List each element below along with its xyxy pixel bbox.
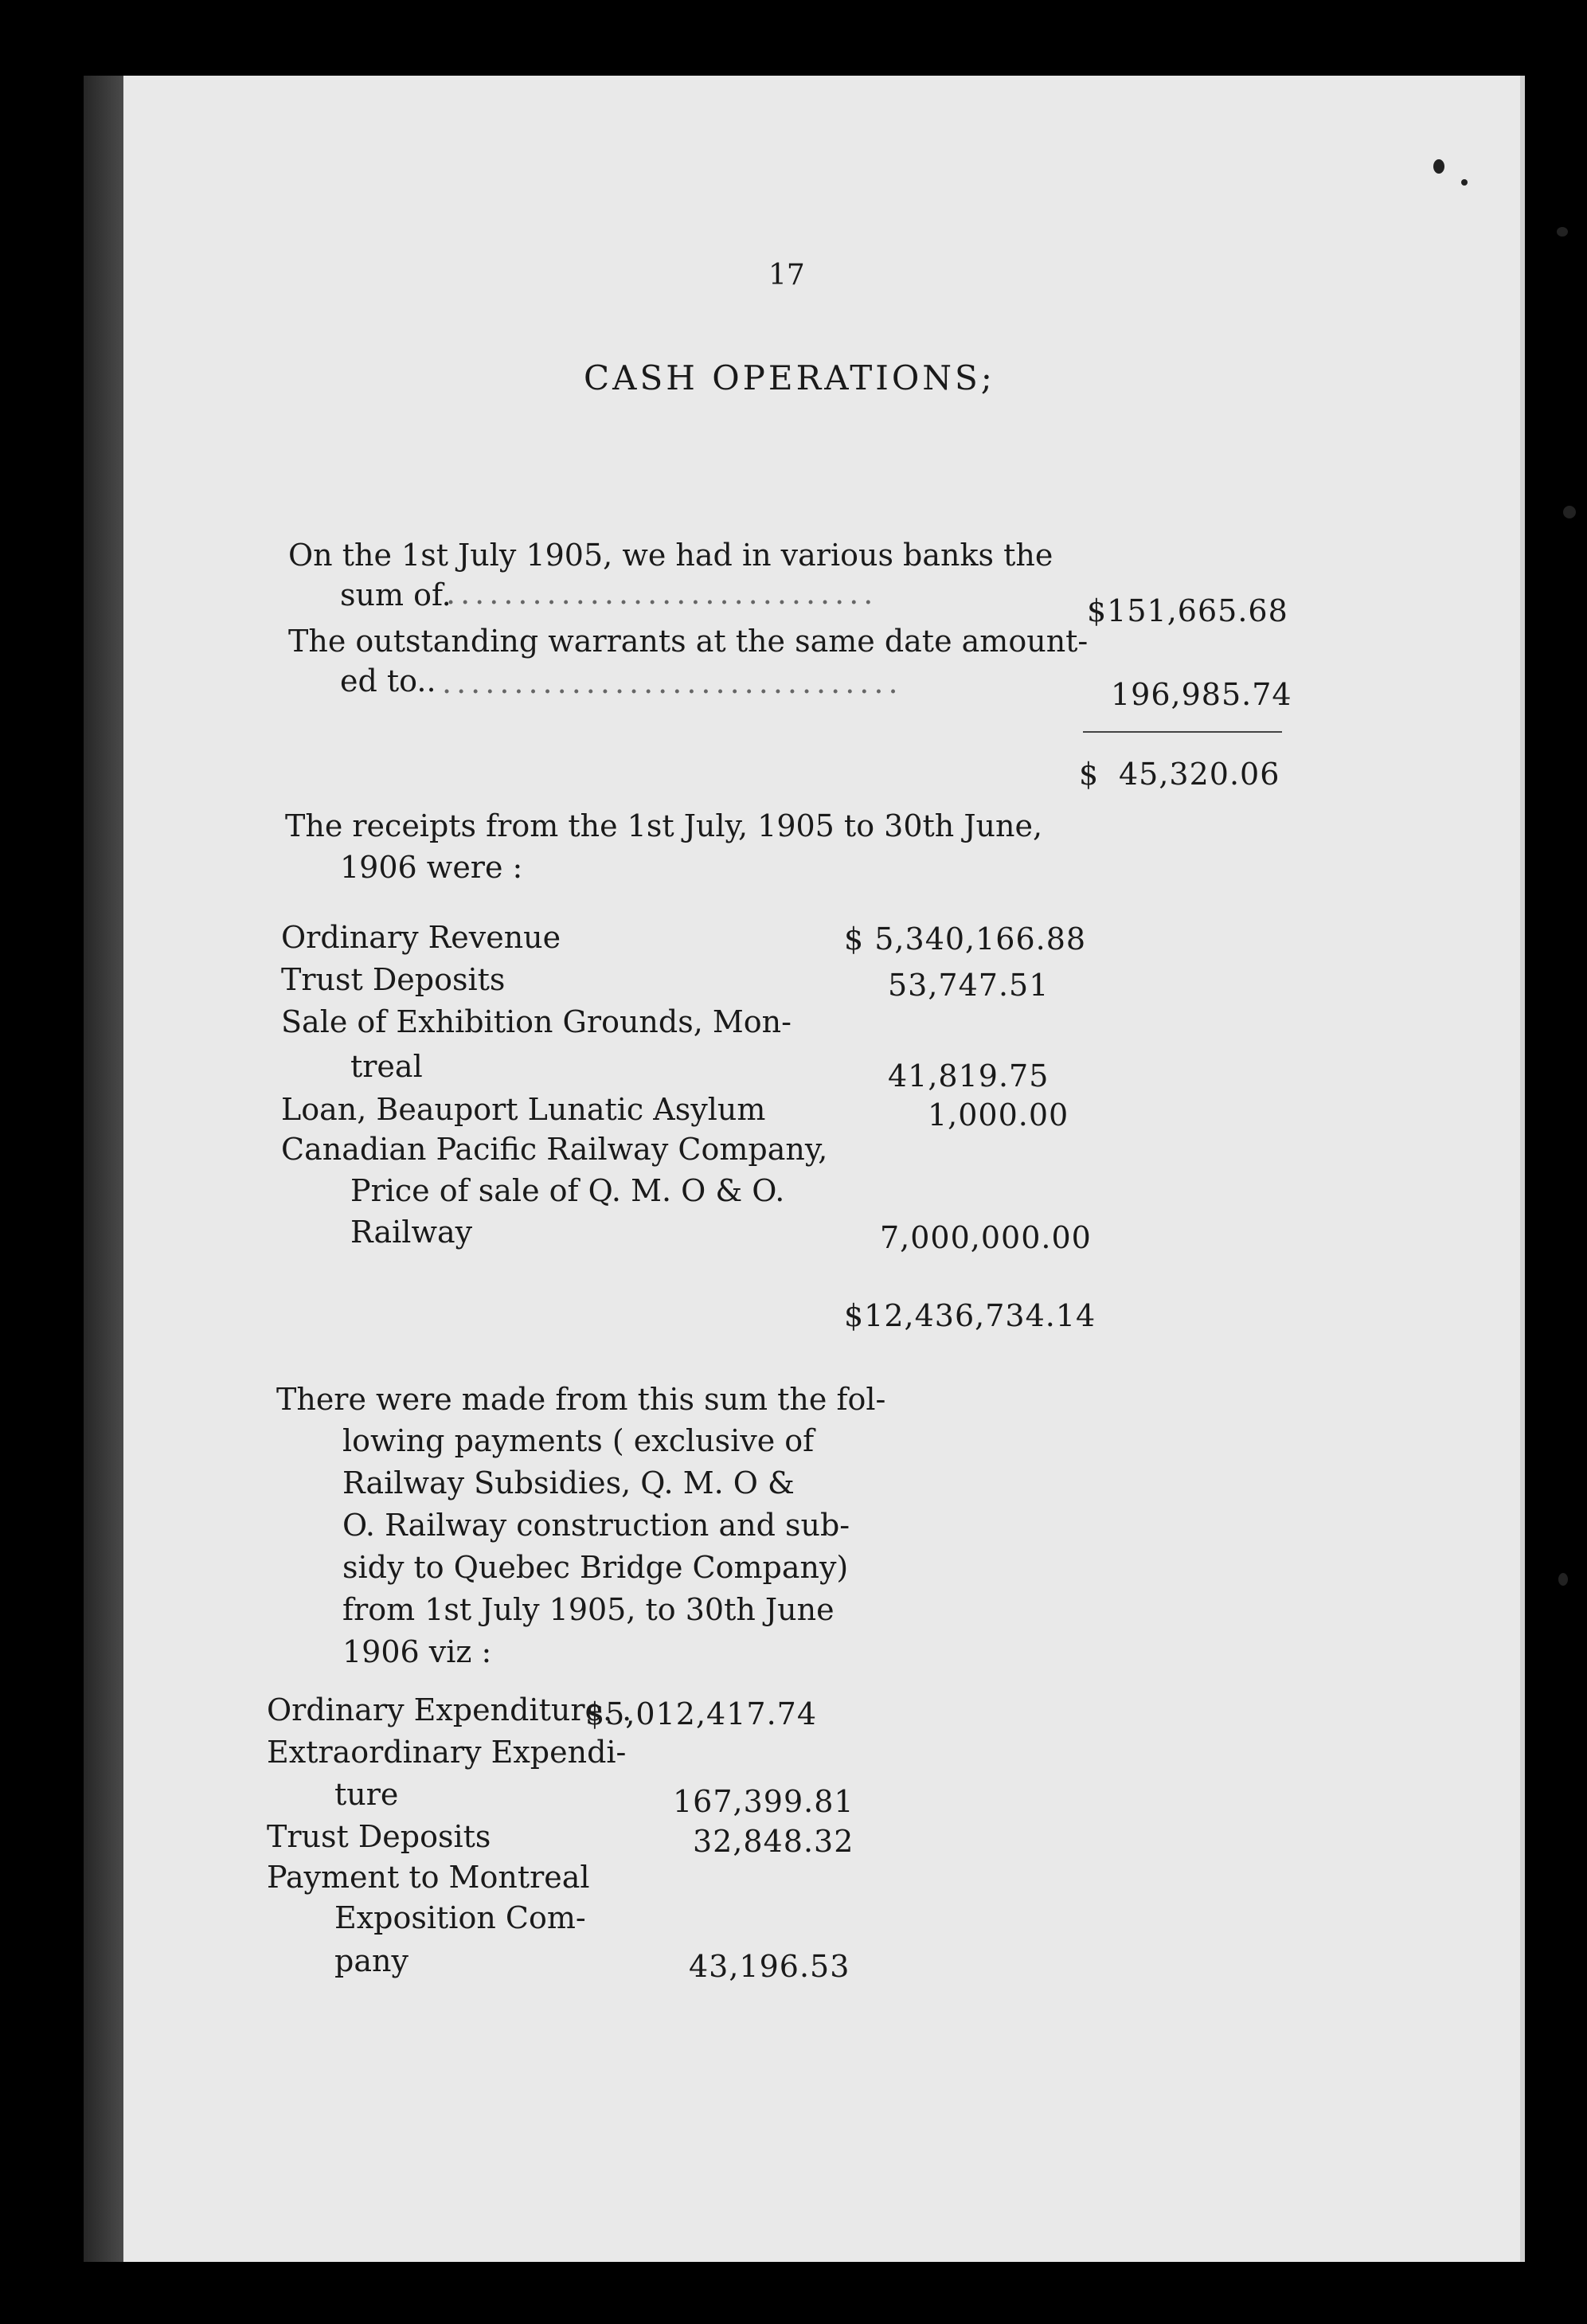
receipt-label: Price of sale of Q. M. O & O. [350, 1173, 785, 1208]
payment-label: ture [334, 1777, 399, 1812]
payment-value: 167,399.81 [673, 1784, 854, 1819]
receipt-label: Sale of Exhibition Grounds, Mon- [281, 1004, 792, 1039]
payment-label: pany [334, 1943, 408, 1978]
scan-speck [1461, 179, 1468, 186]
payments-intro-line: Railway Subsidies, Q. M. O & [342, 1465, 795, 1500]
receipts-intro-1: The receipts from the 1st July, 1905 to 30th June, [285, 808, 1043, 843]
leader-dots: ................................ [442, 665, 903, 700]
scan-speck [1557, 227, 1568, 237]
payment-label: Ordinary Expenditure. . [267, 1692, 632, 1727]
outstanding-warrants: 196,985.74 [1111, 677, 1292, 712]
receipt-value: 41,819.75 [888, 1058, 1050, 1094]
payments-intro-line: lowing payments ( exclusive of [342, 1423, 815, 1458]
page-title: CASH OPERATIONS; [584, 358, 995, 397]
receipt-label: Trust Deposits [281, 962, 506, 997]
opening-line-2-label: sum of. [340, 577, 451, 612]
scanned-page [84, 76, 1525, 2262]
payments-intro-line: sidy to Quebec Bridge Company) [342, 1550, 849, 1585]
payment-value: 43,196.53 [689, 1949, 850, 1984]
page-number: 17 [768, 259, 805, 291]
opening-bank-balance: $151,665.68 [1087, 593, 1288, 628]
payment-value: $5,012,417.74 [585, 1696, 818, 1731]
payment-label: Extraordinary Expendi- [267, 1735, 627, 1770]
subtotal-rule [1083, 731, 1282, 733]
net-balance: 45,320.06 [1119, 757, 1280, 792]
receipt-label: Ordinary Revenue [281, 920, 561, 955]
opening-line-1: On the 1st July 1905, we had in various banks the [288, 538, 1053, 573]
net-symbol: $ [1079, 757, 1100, 792]
receipt-label: Canadian Pacific Railway Company, [281, 1132, 828, 1167]
leader-dots: .............................. [446, 576, 878, 611]
payment-value: 32,848.32 [693, 1824, 854, 1859]
receipt-label: Railway [350, 1215, 473, 1250]
scan-speck [1563, 506, 1576, 518]
payments-intro-line: There were made from this sum the fol- [276, 1382, 886, 1417]
receipts-total: $12,436,734.14 [844, 1298, 1096, 1333]
receipt-value: 53,747.51 [888, 968, 1050, 1003]
receipt-value: 1,000.00 [928, 1097, 1069, 1133]
payments-intro-line: O. Railway construction and sub- [342, 1508, 850, 1543]
opening-line-3: The outstanding warrants at the same date amount- [288, 624, 1089, 659]
payments-intro-line: from 1st July 1905, to 30th June [342, 1592, 835, 1627]
payments-intro-line: 1906 viz : [342, 1634, 492, 1669]
receipts-intro-2: 1906 were : [340, 850, 523, 885]
scan-speck [1558, 1573, 1568, 1586]
payment-label: Exposition Com- [334, 1900, 586, 1935]
receipt-value: $ 5,340,166.88 [844, 921, 1087, 957]
opening-line-4-label: ed to.. [340, 663, 436, 698]
receipt-label: treal [350, 1049, 423, 1084]
payment-label: Payment to Montreal [267, 1860, 590, 1895]
page-right-edge [1520, 76, 1525, 2262]
scan-speck [1433, 159, 1444, 174]
receipt-value: 7,000,000.00 [880, 1220, 1092, 1255]
receipt-label: Loan, Beauport Lunatic Asylum [281, 1092, 766, 1127]
payment-label: Trust Deposits [267, 1819, 491, 1854]
page-binding-shadow [84, 76, 123, 2262]
